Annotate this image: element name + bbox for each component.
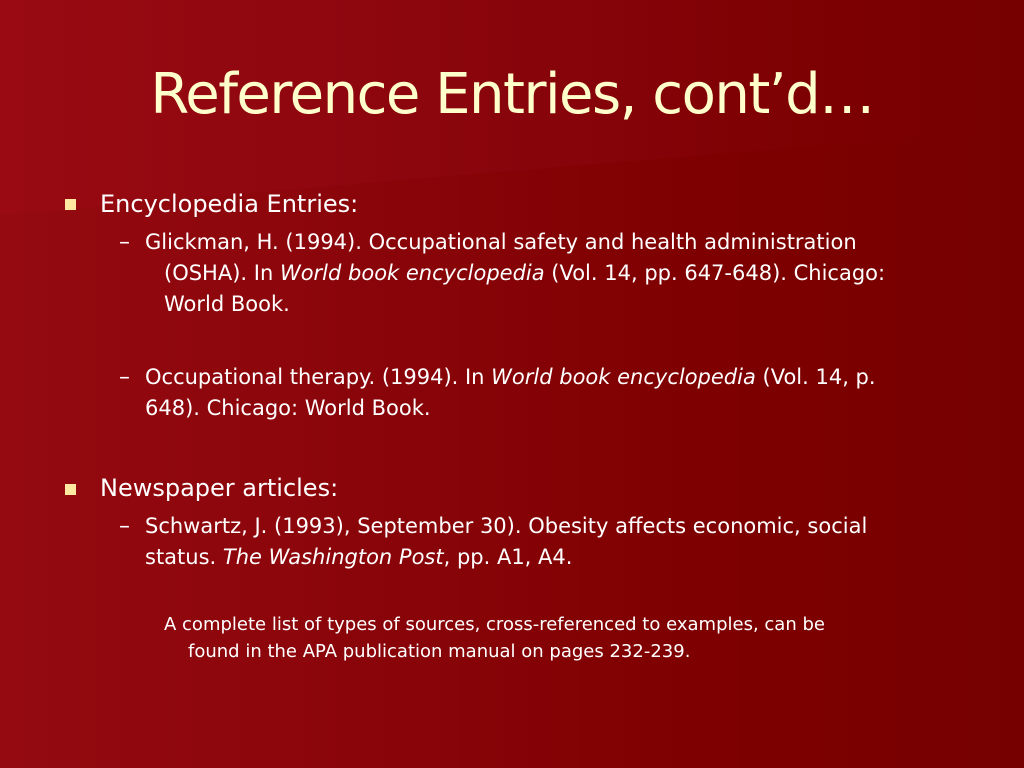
entry-text: (Vol. 14, pp. 647-648). Chicago:	[544, 261, 886, 285]
section-heading-encyclopedia: Encyclopedia Entries:	[100, 190, 359, 218]
dash-bullet: –	[119, 230, 130, 255]
bullet-square-icon	[65, 199, 76, 210]
entry-line	[145, 542, 867, 573]
dash-bullet: –	[119, 365, 130, 390]
entry-line: World Book.	[164, 292, 290, 316]
dash-bullet: –	[119, 514, 130, 539]
section-heading-newspaper: Newspaper articles:	[100, 474, 339, 502]
reference-entry-schwartz	[145, 511, 867, 573]
entry-source-title: World book encyclopedia	[491, 365, 756, 389]
entry-text: , pp. A1, A4.	[443, 545, 573, 569]
reference-entry-glickman	[145, 227, 885, 320]
entry-text: status.	[145, 545, 223, 569]
entry-line: 648). Chicago: World Book.	[145, 396, 431, 420]
apa-manual-note	[164, 611, 825, 665]
reference-entry-occupational-therapy	[145, 362, 876, 424]
entry-text: Occupational therapy. (1994). In	[145, 365, 492, 389]
entry-line	[145, 258, 885, 289]
entry-line: Glickman, H. (1994). Occupational safety and health administration	[145, 230, 857, 254]
bullet-square-icon	[65, 484, 76, 495]
entry-text: (Vol. 14, p.	[755, 365, 876, 389]
entry-source-title: The Washington Post	[222, 545, 444, 569]
note-line: found in the APA publication manual on pages 232-239.	[188, 641, 691, 662]
note-line: A complete list of types of sources, cross-referenced to examples, can be	[164, 614, 825, 635]
entry-text: (OSHA). In	[164, 261, 280, 285]
entry-line	[145, 362, 876, 393]
slide-title: Reference Entries, cont’d…	[150, 62, 874, 127]
entry-line: Schwartz, J. (1993), September 30). Obesity affects economic, social	[145, 514, 868, 538]
entry-source-title: World book encyclopedia	[279, 261, 545, 285]
